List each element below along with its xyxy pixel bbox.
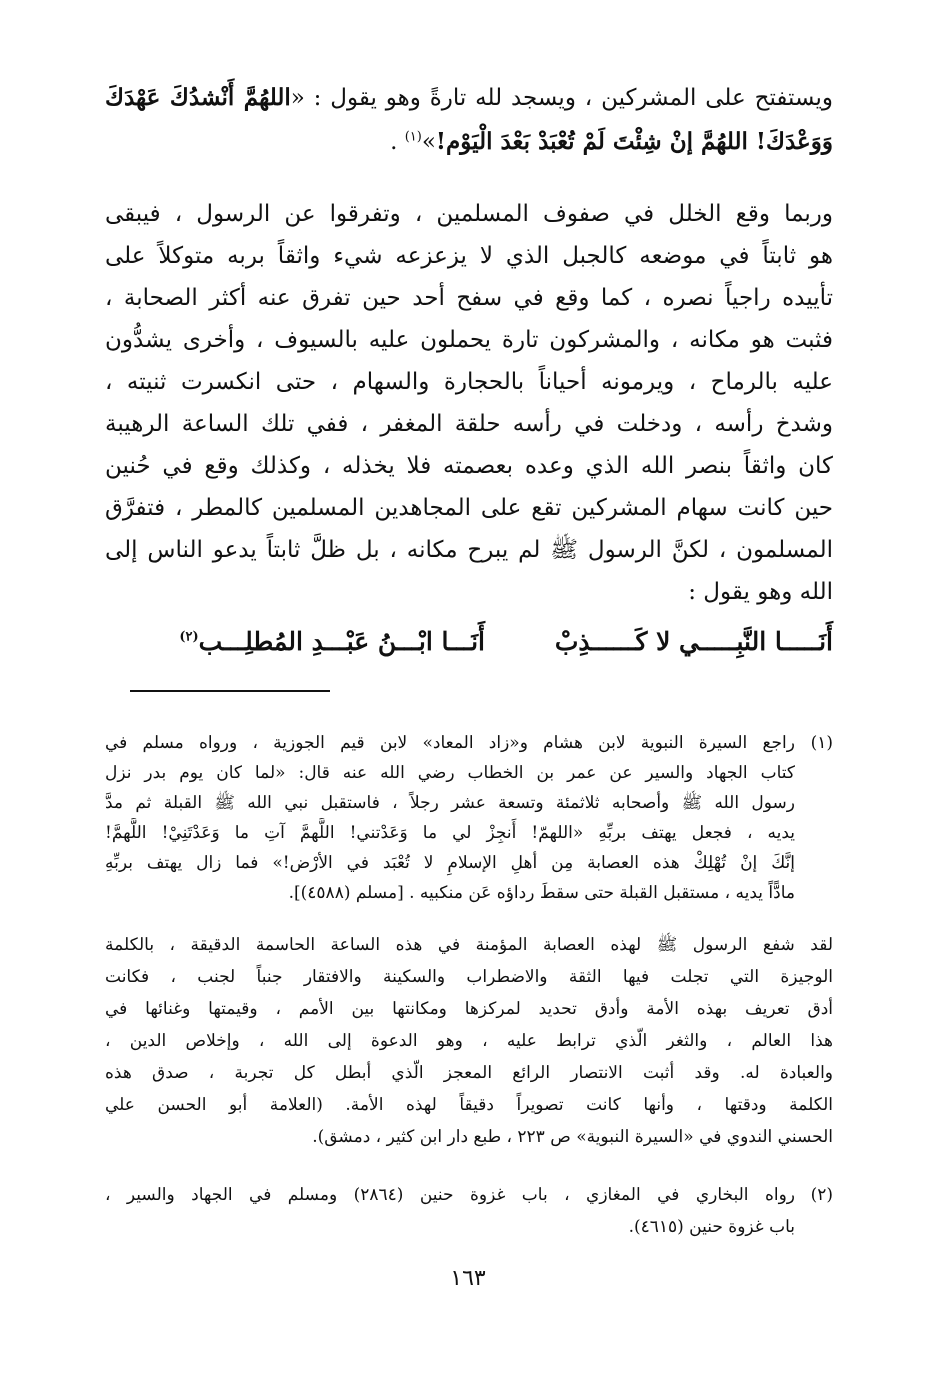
- prayer-quote: وَوَعْدَكَ! اللهُمَّ إنْ شِئْتَ لَمْ تُعْبَدْ بَعْدَ الْيَوْم!: [435, 128, 833, 155]
- body-line: فثبت هو مكانه ، والمشركون تارة يحملون عليه بالسيوف ، وأخرى يشدُّون: [105, 327, 833, 353]
- verse-hemistich-1: أَنَـــــا النَّبِـــــي لا كَــــــذِبْ: [554, 627, 833, 656]
- footnote-line: هذا العالم ، والثغر الّذي ترابط عليه ، وهو الدعوة إلى الله ، وإخلاص الدين ،: [105, 1031, 833, 1051]
- body-line: وربما وقع الخلل في صفوف المسلمين ، وتفرقوا عن الرسول ، فيبقى: [105, 201, 833, 227]
- footnote-number: (١): [810, 733, 833, 753]
- footnote-line: لقد شفع الرسول ﷺ لهذه العصابة المؤمنة في هذه الساعة الحاسمة الدقيقة ، بالكلمة: [105, 935, 833, 955]
- body-line: عليه بالرماح ، ويرمونه أحياناً بالحجارة والسهام ، حتى انكسرت ثنيته ،: [105, 369, 833, 395]
- body-line: الله وهو يقول :: [688, 579, 833, 605]
- footnote-line: كتاب الجهاد والسير عن عمر بن الخطاب رضي الله عنه قال: «لما كان يوم بدر نزل: [105, 763, 795, 783]
- verse-hemistich-2: أَنَـــا ابْـــنُ عَبْـــدِ المُطلِـــب$^{(٢)}$: [179, 627, 485, 656]
- footnote-line: راجع السيرة النبوية لابن هشام و«زاد المعاد» لابن قيم الجوزية ، ورواه مسلم في: [105, 733, 795, 753]
- footnote-line: باب غزوة حنين (٤٦١٥).: [628, 1217, 795, 1237]
- footnote-ref: (١): [404, 129, 422, 145]
- footnote-line: أدق تعريف بهذه الأمة وأدق تحديد لمركزها ومكانتها بين الأمم ، وقيمتها وغنائها في: [105, 999, 833, 1019]
- body-line: ويستفتح على المشركين ، ويسجد لله تارةً وهو يقول : «اللهُمَّ أَنْشدُكَ عَهْدَكَ: [105, 84, 833, 111]
- footnote-line: رواه البخاري في المغازي ، باب غزوة حنين (٢٨٦٤) ومسلم في الجهاد والسير ،: [105, 1185, 795, 1205]
- body-line: كان واثقاً بنصر الله الذي وعده بعصمته فلا يخذله ، وكذلك وقع في حُنين: [105, 453, 833, 479]
- footnote-line: مادًّاً يديه ، مستقبل القبلة حتى سقطَ رداؤه عَن منكبيه . [مسلم (٤٥٨٨)].: [288, 883, 795, 903]
- prayer-quote: اللهُمَّ أَنْشدُكَ عَهْدَكَ: [105, 84, 291, 111]
- body-line: هو ثابتاً في موضعه كالجبل الذي لا يزعزعه شيء واثقاً بربه متوكلاً على: [105, 243, 833, 269]
- body-line: المسلمون ، لكنَّ الرسول ﷺ لم يبرح مكانه ، بل ظلَّ ثابتاً يدعو الناس إلى: [105, 537, 833, 563]
- footnote-line: يديه ، فجعل يهتف بربِّهِ «اللهمّ! أَنجِزْ لي ما وَعَدْتني! اللَّهمَّ آتِ ما وَعَدْتَنِيْ! اللَّهمَّ!: [105, 823, 795, 843]
- body-line: وَوَعْدَكَ! اللهُمَّ إنْ شِئْتَ لَمْ تُعْبَدْ بَعْدَ الْيَوْم!»$^{(١)}$ .: [390, 128, 833, 155]
- body-line: حين كانت سهام المشركين تقع على المجاهدين المسلمين كالمطر ، فتفرَّق: [105, 495, 833, 521]
- footnote-number: (٢): [810, 1185, 833, 1205]
- page-number: ١٦٣: [450, 1266, 486, 1291]
- body-line: وشدخ رأسه ، ودخلت في رأسه حلقة المغفر ، ففي تلك الساعة الرهيبة: [105, 411, 833, 437]
- footnote-line: الوجيزة التي تجلت فيها الثقة والاضطراب والسكينة والافتقار جنباً لجنب ، فكانت: [105, 967, 833, 987]
- footnote-separator: [130, 690, 330, 692]
- footnote-line: إنَّكَ إنْ تُهْلِكْ هذه العصابة مِن أهلِ الإسلامِ لا تُعْبَد في الأرْض!» فما زال يهتف بربِّهِ: [105, 853, 795, 873]
- footnote-line: الحسني الندوي في «السيرة النبوية» ص ٢٢٣ ، طبع دار ابن كثير ، دمشق).: [312, 1127, 833, 1147]
- body-line: تأييده راجياً نصره ، كما وقع في سفح أحد حين تفرق عنه أكثر الصحابة ،: [105, 285, 833, 311]
- footnote-line: رسول الله ﷺ وأصحابه ثلاثمئة وتسعة عشر رجلاً ، فاستقبل نبي الله ﷺ القبلة ثم مدَّ: [105, 793, 795, 813]
- footnote-line: الكلمة ودقتها ، وأنها كانت تصويراً دقيقاً لهذه الأمة. (العلامة أبو الحسن علي: [105, 1095, 833, 1115]
- footnote-line: والعبادة له. وقد أثبت الانتصار الرائع المعجز الّذي أبطل كل تجربة ، صدق هذه: [105, 1063, 833, 1083]
- footnote-ref: (٢): [179, 629, 199, 645]
